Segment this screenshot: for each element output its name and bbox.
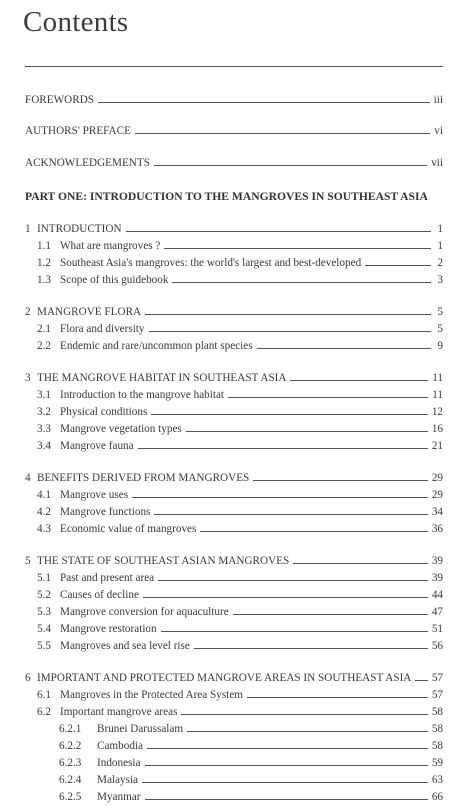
toc-entry-level-1 — [37, 273, 443, 289]
toc-entry-level-2 — [59, 722, 443, 738]
toc-entry-level-1 — [37, 622, 443, 638]
toc-number: 6.2.3 — [59, 757, 82, 769]
toc-number: 3.1 — [37, 389, 51, 401]
toc-number: 5.1 — [37, 572, 51, 584]
toc-number: 5.5 — [37, 640, 51, 652]
toc-page: 29 — [431, 472, 443, 484]
toc-entry-level-1 — [37, 688, 443, 704]
toc-label: What are mangroves ? — [60, 240, 161, 252]
toc-page: 58 — [431, 740, 443, 752]
toc-number: 6.1 — [37, 689, 51, 701]
toc-entry-level-1 — [37, 339, 443, 355]
leader-line — [200, 522, 427, 532]
toc-number: 1 — [25, 223, 31, 235]
toc-number: 4.3 — [37, 523, 51, 535]
toc-number: 4.2 — [37, 506, 51, 518]
toc-page: 12 — [431, 406, 443, 418]
toc-page: 58 — [431, 723, 443, 735]
leader-line — [143, 588, 428, 598]
toc-entry-level-1 — [37, 705, 443, 721]
toc-label: Introduction to the mangrove habitat — [60, 389, 225, 401]
toc-page: vii — [431, 157, 443, 169]
toc-entry-level-1 — [37, 571, 443, 587]
toc-entry-level-2 — [59, 756, 443, 772]
leader-line — [228, 388, 428, 398]
toc-label: AUTHORS' PREFACE — [25, 125, 131, 137]
toc-number: 1.3 — [37, 274, 51, 286]
toc-label: Mangrove restoration — [60, 623, 157, 635]
toc-page: 47 — [431, 606, 443, 618]
toc-entry-level-1 — [37, 522, 443, 538]
toc-entry-level-0 — [25, 371, 443, 387]
toc-entry-level-1 — [37, 605, 443, 621]
toc-label: Scope of this guidebook — [60, 274, 169, 286]
toc-label: Past and present area — [60, 572, 155, 584]
toc-page: 39 — [431, 572, 443, 584]
toc-label: Indonesia — [97, 757, 141, 769]
leader-line — [145, 756, 428, 766]
leader-line — [145, 305, 431, 315]
toc-entry-level-1 — [37, 388, 443, 404]
toc-page: 5 — [437, 323, 443, 335]
toc-label: Mangroves and sea level rise — [60, 640, 190, 652]
toc-number: 4.1 — [37, 489, 51, 501]
leader-line — [233, 605, 428, 615]
toc-number: 2.1 — [37, 323, 51, 335]
toc-number: 2 — [25, 306, 31, 318]
toc-page: vi — [434, 125, 443, 137]
toc-label: Brunei Darussalam — [97, 723, 184, 735]
toc-label: ACKNOWLEDGEMENTS — [25, 157, 150, 169]
toc-label: FOREWORDS — [25, 94, 94, 106]
leader-line — [257, 339, 431, 349]
toc-number: 3.3 — [37, 423, 51, 435]
leader-line — [181, 705, 427, 715]
leader-line — [253, 471, 428, 481]
toc-label: Flora and diversity — [60, 323, 145, 335]
toc-page: 66 — [431, 791, 443, 803]
toc-label: Myanmar — [97, 791, 141, 803]
toc-label: Mangroves in the Protected Area System — [60, 689, 243, 701]
toc-number: 5 — [25, 555, 31, 567]
toc-entry-level-0 — [25, 554, 443, 570]
title-rule — [25, 66, 443, 67]
toc-label: THE STATE OF SOUTHEAST ASIAN MANGROVES — [37, 555, 290, 567]
toc-label: Mangrove functions — [60, 506, 151, 518]
toc-number: 3.4 — [37, 440, 51, 452]
toc-page: 58 — [431, 706, 443, 718]
toc-entry-level-0 — [25, 305, 443, 321]
leader-line — [132, 488, 428, 498]
leader-line — [247, 688, 428, 698]
leader-line — [172, 273, 431, 283]
toc-label: BENEFITS DERIVED FROM MANGROVES — [37, 472, 250, 484]
toc-entry-level-1 — [37, 639, 443, 655]
toc-label: Physical conditions — [60, 406, 148, 418]
leader-line — [126, 222, 431, 232]
toc-number: 3.2 — [37, 406, 51, 418]
leader-line — [186, 422, 428, 432]
toc-entry-level-1 — [37, 405, 443, 421]
toc-page: 57 — [431, 672, 443, 684]
toc-number: 5.4 — [37, 623, 51, 635]
toc-label: Mangrove conversion for aquaculture — [60, 606, 229, 618]
toc-page: 1 — [437, 240, 443, 252]
toc-number: 6.2.5 — [59, 791, 82, 803]
leader-line — [142, 773, 428, 783]
toc-entry-level-1 — [37, 488, 443, 504]
toc-label: MANGROVE FLORA — [37, 306, 142, 318]
leader-line — [194, 639, 428, 649]
toc-number: 2.2 — [37, 340, 51, 352]
leader-line — [365, 256, 431, 266]
leader-line — [187, 722, 428, 732]
page-title: Contents — [23, 6, 129, 38]
toc-number: 6 — [25, 672, 31, 684]
toc-front-preface — [25, 124, 443, 140]
leader-line — [290, 371, 428, 381]
toc-page: 16 — [431, 423, 443, 435]
leader-line — [293, 554, 428, 564]
toc-label: Mangrove vegetation types — [60, 423, 182, 435]
leader-line — [135, 124, 430, 134]
toc-page: 29 — [431, 489, 443, 501]
toc-page: 36 — [431, 523, 443, 535]
toc-number: 5.2 — [37, 589, 51, 601]
toc-page: 1 — [437, 223, 443, 235]
toc-label: Important mangrove areas — [60, 706, 178, 718]
toc-label: Mangrove uses — [60, 489, 129, 501]
leader-line — [145, 790, 428, 800]
toc-page: 56 — [431, 640, 443, 652]
toc-number: 1.1 — [37, 240, 51, 252]
toc-label: Causes of decline — [60, 589, 139, 601]
toc-number: 6.2 — [37, 706, 51, 718]
toc-number: 5.3 — [37, 606, 51, 618]
toc-page: 9 — [437, 340, 443, 352]
toc-entry-level-1 — [37, 256, 443, 272]
toc-number: 3 — [25, 372, 31, 384]
toc-front-acknowledgements — [25, 156, 443, 172]
toc-label: Malaysia — [97, 774, 139, 786]
toc-entry-level-0 — [25, 471, 443, 487]
toc-page: 39 — [431, 555, 443, 567]
toc-entry-level-1 — [37, 505, 443, 521]
leader-line — [154, 156, 427, 166]
toc-entry-level-1 — [37, 439, 443, 455]
toc-number: 4 — [25, 472, 31, 484]
toc-entry-level-0 — [25, 222, 443, 238]
leader-line — [158, 571, 428, 581]
toc-entry-level-2 — [59, 739, 443, 755]
toc-front-forewords — [25, 93, 443, 109]
toc-page: 11 — [432, 389, 443, 401]
toc-label: IMPORTANT AND PROTECTED MANGROVE AREAS IN SOUTHEAST ASIA — [37, 672, 412, 684]
leader-line — [164, 239, 431, 249]
toc-page: 59 — [431, 757, 443, 769]
toc-page: 51 — [431, 623, 443, 635]
toc-label: Mangrove fauna — [60, 440, 134, 452]
toc-entry-level-1 — [37, 239, 443, 255]
toc-page: 44 — [431, 589, 443, 601]
toc-page: 2 — [437, 257, 443, 269]
toc-page: 11 — [432, 372, 443, 384]
leader-line — [138, 439, 428, 449]
toc-number: 6.2.4 — [59, 774, 82, 786]
toc-page: 5 — [437, 306, 443, 318]
leader-line — [98, 93, 430, 103]
toc-label: THE MANGROVE HABITAT IN SOUTHEAST ASIA — [37, 372, 287, 384]
toc-label: Southeast Asia's mangroves: the world's largest and best-developed — [60, 257, 362, 269]
toc-label: INTRODUCTION — [37, 223, 122, 235]
toc-label: Cambodia — [97, 740, 143, 752]
toc-entry-level-0 — [25, 671, 443, 687]
toc-entry-level-2 — [59, 773, 443, 789]
toc-page: 57 — [431, 689, 443, 701]
toc-label: Economic value of mangroves — [60, 523, 197, 535]
toc-page: 63 — [431, 774, 443, 786]
toc-entry-level-2 — [59, 790, 443, 806]
leader-line — [415, 671, 427, 681]
toc-number: 1.2 — [37, 257, 51, 269]
leader-line — [151, 405, 427, 415]
leader-line — [149, 322, 431, 332]
toc-number: 6.2.2 — [59, 740, 82, 752]
part-heading: PART ONE: INTRODUCTION TO THE MANGROVES IN SOUTHEAST ASIA — [25, 190, 428, 203]
toc-label: Endemic and rare/uncommon plant species — [60, 340, 253, 352]
toc-entry-level-1 — [37, 322, 443, 338]
leader-line — [154, 505, 427, 515]
leader-line — [147, 739, 428, 749]
toc-page: 21 — [431, 440, 443, 452]
leader-line — [161, 622, 428, 632]
toc-page: 34 — [431, 506, 443, 518]
toc-page: iii — [433, 94, 443, 106]
toc-entry-level-1 — [37, 422, 443, 438]
toc-number: 6.2.1 — [59, 723, 82, 735]
toc-entry-level-1 — [37, 588, 443, 604]
toc-page: 3 — [437, 274, 443, 286]
